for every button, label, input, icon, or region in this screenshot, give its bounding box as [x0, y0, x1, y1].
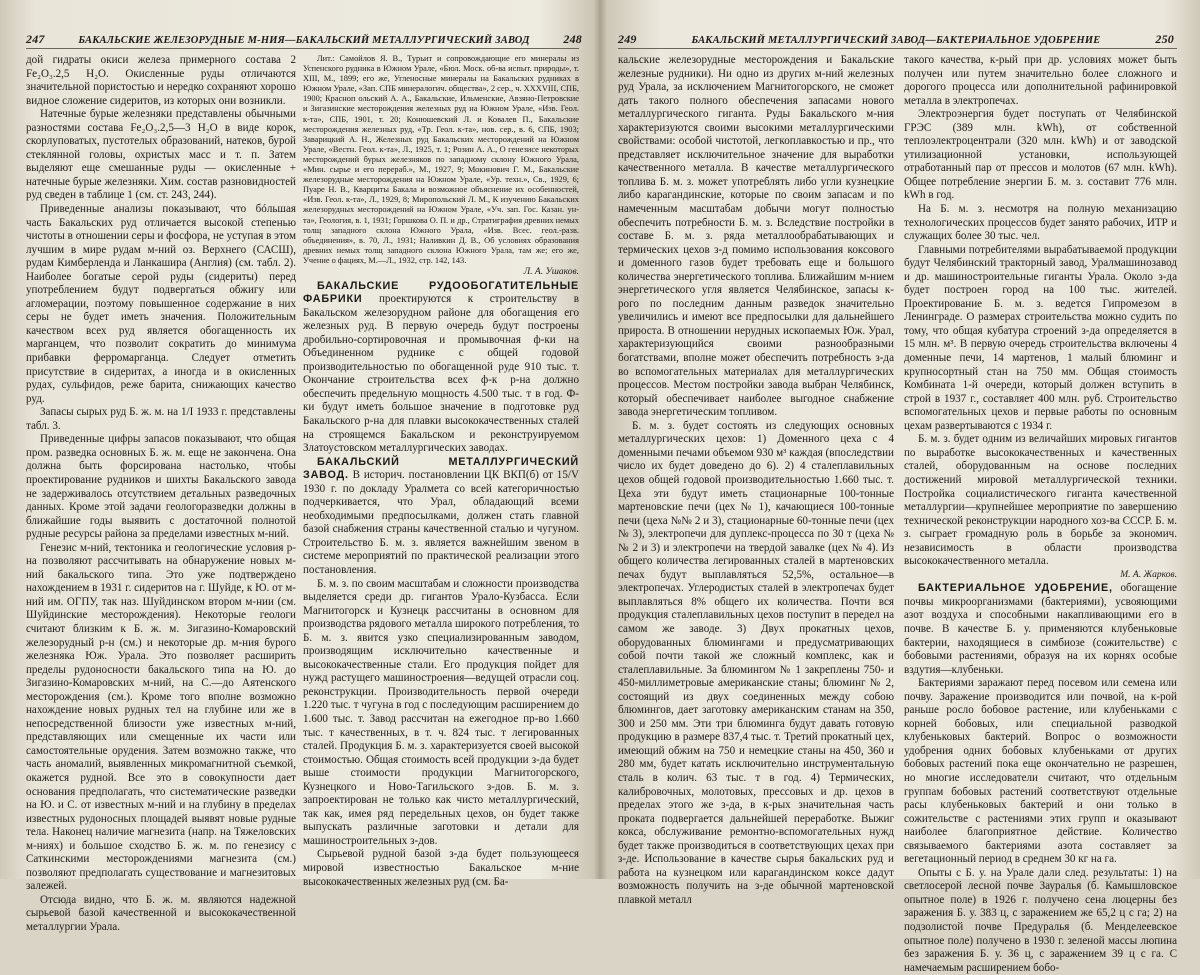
paragraph: Электроэнергия будет поступать от Челябинской ГРЭС (389 млн. kWh), от собственной теплоэлектроцентрали (320 млн. kWh) и от заводской утилизационной установки, использующей отработанный пар от прессов и молотов (67 млн. kWh). Общее потребление энергии Б. м. з. составит 776 млн. kWh в год. [904, 108, 1177, 202]
paragraph: Запасы сырых руд Б. ж. м. на 1/I 1933 г. представлены табл. 3. [26, 406, 296, 432]
left-header-rule [26, 48, 579, 49]
entry-text: В историч. постановлении ЦК ВКП(б) от 15/V 1930 г. по докладу Уралмета со всей категоричностью подчеркивается, что Урал, обладающий всеми необходимыми предпосылками, должен стать главной базой снабжения страны качественной сталью и чугуном. Строительство Б. м. з. является важнейшим звеном в системе мероприятий по практической реализации этого постановления. [303, 469, 579, 576]
right-header-rule [618, 48, 1177, 49]
paragraph: Сырьевой рудной базой з-да будет пользующееся мировой известностью Бакальское м-ние высококачественных железных руд (см. Ба- [303, 848, 579, 888]
left-page [0, 0, 600, 933]
paragraph: Натечные бурые железняки представлены обычными разностями состава Fe₂O₃.2,5—3 H₂O в виде корок, скорлуповатых, пустотелых образований, натеков, бурой стеклянной головы, охристых масс и т. п. Затем выделяют еще смешанные руды — окисленные + натечные бурые железняки. Хим. состав разновидностей руд сведен в таблице 1 (см. ст. 243, 244). [26, 108, 296, 202]
paragraph: такого качества, к-рый при др. условиях может быть получен или путем значительно более сложного и дорогого процесса или дополнительной рафинировкой металла в электропечах. [904, 54, 1177, 107]
paragraph: Главными потребителями вырабатываемой продукции будут Челябинский тракторный завод, Уралмашинозавод и др. машиностроительные гиганты Урала. Около з-да будет построен город на 100 тыс. жителей. Проектирование Б. м. з. ведется Гипромезом в Ленинграде. О размерах строительства можно судить по тому, что общая кубатура строений з-да определяется в 15 млн. м³. В первую очередь строительства включены 4 доменные печи, 14 мартенов, 1 малый блюминг и крупносортный стан на 750 мм. Общая стоимость Комбината 1-й очереди, который должен вступить в строй в 1937 г., составляет 400 млн. руб. Строительство вспомогательных цехов и первые работы по основным цехам развертываются с 1934 г. [904, 243, 1177, 432]
paragraph: Генезис м-ний, тектоника и геологические условия р-на позволяют рассчитывать на обнаружение новых м-ний бакальского типа. Это уже подтверждено нахождением в 1931 г. сидеритов на г. Шуйде, к Ю. от м-ний им. ОГПУ, так наз. Шуйдинском втором м-нии (см. Шуйдинские месторождения). Некоторые геологи считают близким к Б. ж. м. Зигазино-Комаровский железорудный р-н (см.) и некоторые др. м-ния бурого железняка Юж. Урала. Это позволяет расширить пределы рудоносности бакальского типа на Ю. до Зигазино-Комаровских м-ний, на С.—до Аятенского месторождения (см.). Кроме того вполне возможно нахождение новых рудных тел на глубине или же в непосредственной близости уже известных м-ний, представляющих или смещенные их части или самостоятельные орудения. Затем возможно также, что часть аномалий, выявленных микромагнитной съемкой, окажется рудной. Все это в совокупности дает основания предполагать, что систематические разведки на Ю. и С. от известных м-ний и на глубину в пределах известных рудоносных площадей выявят новые рудные тела. Наконец наличие магнезита (напр. на Тяжеловских м-ниях) и большое сходство Б. ж. м. по генезису с Саткинскими месторождениями магнезита (см.) позволяют предполагать существование и магнезитовых залежей. [26, 541, 296, 893]
entry-text: обогащение почвы микроорганизмами (бактериями), усвояющими азот воздуха и способными накапливающими его в почве. В качестве Б. у. применяются клубеньковые бактерии, находящиеся в симбиозе (сожительстве) с бобовыми растениями, образуя на их корнях особые вздутия—клубеньки. [904, 582, 1177, 676]
column-1 [26, 54, 296, 933]
author-signature: Л. А. Ушаков. [523, 266, 579, 277]
entry-paragraph [303, 280, 579, 456]
page-number-250: 250 [1155, 32, 1174, 46]
entry-heading: БАКАЛЬСКИЙ МЕТАЛЛУРГИЧЕСКИЙ ЗАВОД. [303, 455, 579, 482]
right-page [600, 0, 1200, 974]
entry-paragraph [904, 582, 1177, 677]
paragraph: Бактериями заражают перед посевом или семена или почву. Заражение производится или почвой, на к-рой раньше росло бобовое растение, или клубеньками с корней бобовых, или специальной разводкой клубеньковых бактерий. Вопрос о возможности удобрения одних бобовых клубеньками от других бобовых растений пока еще окончательно не разрешен, но многие исследователи считают, что отдельным группам бобовых растений соответствуют отдельные расы клубеньковых бактерий и они только в сожительстве с растениями этих групп и оказывают наиболее благоприятное действие. Количество связываемого бактериями азота составляет за вегетационный период в среднем 30 кг на га. [904, 677, 1177, 866]
left-running-head [26, 32, 582, 47]
paragraph: На Б. м. з. несмотря на полную механизацию технологических процессов будет занято рабочих, ИТР и служащих более 30 тыс. чел. [904, 203, 1177, 243]
entry-text: проектируются к строительству в Бакальском железорудном районе для обогащения его железных руд. В первую очередь будут построены дробильно-сортировочная и промывочная ф-ки на Объединенном руднике с общей годовой производительностью по обогащенной руде 910 тыс. т. Окончание строительства всех ф-к р-на должно обеспечить предельную мощность 4.500 тыс. т в год. Ф-ки будут иметь большое значение в подготовке руд Бакальского р-на для плавки высококачественных сталей на строящемся Бакальском и реконструируемом Златоустовском металлургических заводах. [303, 293, 579, 455]
entry-heading: БАКАЛЬСКИЕ РУДООБОГАТИТЕЛЬНЫЕ ФАБРИКИ [303, 279, 579, 306]
paragraph: дой гидраты окиси железа примерного состава 2 Fe₂O₃.2,5 H₂O. Окисленные руды отличаются значительной пористостью и нередко сохраняют хорошо видное сложение сидеритов, из которых они возникли. [26, 54, 296, 107]
paragraph: Отсюда видно, что Б. ж. м. являются надежной сырьевой базой качественной и высококачественной металлургии Урала. [26, 893, 296, 933]
left-running-title: БАКАЛЬСКИЕ ЖЕЛЕЗОРУДНЫЕ М-НИЯ—БАКАЛЬСКИЙ МЕТАЛЛУРГИЧЕСКИЙ ЗАВОД [78, 35, 530, 46]
column-4 [904, 54, 1177, 974]
entry-paragraph [303, 456, 579, 578]
entry-heading: БАКТЕРИАЛЬНОЕ УДОБРЕНИЕ, [918, 582, 1113, 595]
page-number-249: 249 [618, 32, 637, 46]
column-2 [303, 54, 579, 888]
paragraph: Б. м. з. по своим масштабам и сложности производства выделяется среди др. гигантов Урало-Кузбасса. Если Магнитогорск и Кузнецк рассчитаны в основном для производства рядового металла широкого потребления, то Б. м. з. явится узко специализированным заводом, производящим исключительно качественные и высококачественные стали. Его продукция пойдет для нужд растущего машиностроения—ведущей отрасли соц. реконструкции. Производительность первой очереди 1.220 тыс. т чугуна в год с последующим расширением до 1.600 тыс. т. Завод рассчитан на ежегодное пр-во 1.660 тыс. т качественных, в т. ч. 824 тыс. т легированных сталей. Продукция Б. м. з. характеризуется своей высокой стоимостью. Общая стоимость всей продукции з-да будет выше стоимости продукции Магнитогорского, Кузнецкого и Ново-Тагильского з-дов. Б. м. з. запроектирован не только как чисто металлургический, так как, имея ряд передельных цехов, он будет также выпускать различные заготовки и детали для машиностроительных з-дов. [303, 577, 579, 847]
paragraph: Опыты с Б. у. на Урале дали след. результаты: 1) на светлосерой лесной почве Зауралья (б. Камышловское опытное поле) в 1926 г. получено сена люцерны без заражения Б. у. 383 ц, с заражением же 65,2 ц с га; 2) на подзолистой почве Предуралья (б. Менделеевское опытное поле) получено в 1930 г. зеленой массы люпина без заражения Б. у. 36 ц, с заражением 39 ц с га. С намечаемым расширением бобо- [904, 866, 1177, 974]
right-running-head [618, 32, 1174, 47]
literature-references: Лит.: Самойлов Я. В., Турьит и сопровождающие его минералы из Успенского рудника в Южном Урале, «Бюл. Моск. об-ва испыт. природы», т. XIII, М., 1899; его же, Угленосные минералы на Бакальских рудниках в Южном Урале, «Зап. СПБ минералогич. общества», 2 сер., ч. XXXVIII, СПБ, 1900; Красноп ольский А. А., Бакальские, Ильменские, Авзяно-Петровские и Зигазинские месторождения железных руд на Южном Урале, «Изв. Геол. к-та», СПБ, 1901, т. 20; Конюшевский Л. и Ковалев П., Бакальские месторождения железных руд, «Тр. Геол. к-та», нов. сер., в. 6, СПБ, 1903; Заварицкий А. Н., Железных руд Бакальских месторождений на Южном Урале, «Вестн. Геол. к-та», Л., 1925, т. 1; Розин А. А., О генезисе некоторых месторождений бурых железняков по западному склону Южного Урала, «Мин. сырье и его перераб.», М., 1927, 9; Мокинович Г. М., Бакальские железорудные месторождения на Южном Урале, «Ур. техн.», Св., 1929, 6; Пуаре Н. В., Кварциты Бакала и возможное объяснение их особенностей, «Изв. Геол. к-та», Л., 1929, 8; Миропольский Л. М., К изучению Бакальских железорудных месторождений на Южном Урале, «Уч. зап. Гос. Казан. ун-та», Геология, в. 1, 1931; Горшкова О. П. и др., Стратиграфия древних немых толщ западного склона Южного Урала, «Изв. Всес. геол.-разв. объединения», в. 70, Л., 1931; Наливкин Д. В., Об условиях образования древних немых толщ западного склона Южного Урала, там же; его же, Учение о фациях, М.—Л., 1932, стр. 142, 143. [303, 54, 579, 265]
paragraph: Б. м. з. будет состоять из следующих основных металлургических цехов: 1) Доменного цеха с 4 доменными печами объемом 930 м³ каждая (впоследствии число их будет доведено до 6). 2) 4 сталеплавильных цехов общей годовой производительностью 1.660 тыс. т. Цеха эти будут иметь стационарные 100-тонные мартеновские печи (цех № 1), качающиеся 100-тонные печи (цеха №№ 2 и 3), стационарные 60-тонные печи (цех № 3), электропечи для дуплекс-процесса по 30 т (цеха №№ 2 и 3) и электропечи на твердой завалке (цех № 4). Из общего количества легированных сталей в мартеновских печах будут выплавляться 52,5%, остальное—в электропечах. Углеродистых сталей в электропечах будет выплавляться 8% общего их количества. Почти вся продукция сталеплавильных цехов поступит в передел на самом же заводе. 3) Двух прокатных цехов, оборудованных блюмингами и предусматривающих собой почти такой же сложный комплекс, как и сталеплавильные. За блюмингом № 1 закреплены 750- и 450-миллиметровые американские станы; блюминг № 2, состоящий из двух соединенных между собою блюмингов, дает заготовку американским станам на 350, 300 и 250 мм. Эти три блюминга будут давать готовую продукцию в размере 837,4 тыс. т. Третий прокатный цех, имеющий обжим на 750 и немецкие станы на 450, 360 и 280 мм, будет катать исключительно инструментальную сталь в колич. 63 тыс. т в год. 4) Термических, калибровочных, молотовых, прессовых и др. цехов в пределах этого же з-да, в к-рых значительная часть проката подвергается дальнейшей переработке. Выжиг кокса, обслуживание ремонтно-вспомогательных нужд будет также производиться в соответствующих цехах при з-де. Использование в качестве сырья бакальских руд и работа на кузнецком или карагандинском коксе дадут возможность получить на з-де обычной мартеновской плавкой металл [618, 419, 894, 906]
column-3 [618, 54, 894, 906]
paragraph: Б. м. з. будет одним из величайших мировых гигантов по выработке высококачественных и качественных сталей, оборудованным на основе последних достижений мировой металлургической техники. Постройка социалистического гиганта качественной металлургии—крупнейшее мероприятие по завершению технической реконструкции народного хоз-ва СССР. Б. м. з. сыграет громадную роль в борьбе за экономич. независимость в области производства высококачественного металла. [904, 433, 1177, 568]
right-running-title: БАКАЛЬСКИЙ МЕТАЛЛУРГИЧЕСКИЙ ЗАВОД—БАКТЕРИАЛЬНОЕ УДОБРЕНИЕ [691, 35, 1101, 46]
author-signature: М. А. Жарков. [1120, 569, 1177, 580]
paragraph: Приведенные анализы показывают, что бóльшая часть Бакальских руд отличается высокой степенью чистоты в отношении серы и фосфора, не уступая в этом лучшим в мире рудам м-ний оз. Верхнего (САСШ), рудам Кимберлeнда и Ланкашира (Англия) (см. табл. 2). Наиболее богатые серой руды (сидериты) перед употреблением будут подвергаться обжигу или агломерации, поэтому повышенное содержание в них серы не будет иметь значения. Положительным качеством всех руд является обогащенность их марганцем, что позволит сократить до минимума прибавки ферромарганца. Следует отметить присутствие в сидеритах, а иногда и в окисленных рудах, сульфидов, реже барита, снижающих качество руд. [26, 203, 296, 405]
paragraph: Приведенные цифры запасов показывают, что общая пром. разведка основных Б. ж. м. еще не закончена. Она должна быть форсирована настолько, чтобы проектирование рудников и шихты Бакальского завода не задерживалось отсутствием детальных разведочных данных. Кроме этой задачи геологоразведки должны в ближайшие годы выявить с достаточной полнотой рудные ресурсы района за пределами известных м-ний. [26, 433, 296, 541]
paragraph: кальские железорудные месторождения и Бакальские железные рудники). Ни одно из других м-ний железных руд Урала, за исключением Магнитогорского, не сможет дать такого полного обеспечения запасами нового металлургического гиганта. Руды Бакальского м-ния характеризуются своими высокими металлургическими свойствами: особой чистотой, легкоплавкостью и пр., что представляет исключительное значение для выработки качественного металла. В качестве металлургического топлива Б. м. з. может употреблять либо угли кузнецкие либо карагандинские, которые по своим запасам и по намеченным масштабам добычи могут полностью обеспечить потребности Б. м. з. Вследствие постройки в составе Б. м. з. ряда металлообрабатывающих и термических цехов з-д помимо использования коксового и доменного газов будет требовать еще и большого количества энергетического топлива. Ближайшим м-нием энергетического угля является Челябинское, запасы к-рого по последним данным разведок значительно увеличились и имеют все предпосылки для дальнейшего прироста. В отношении нерудных ископаемых Юж. Урал, характеризующийся своими разнообразными богатствами, вполне может обеспечить потребность з-да во вспомогательных материалах для металлургических процессов. Местом постройки завода выбран Челябинск, который обеспечивает наиболее выгодное снабжение завода энергетическим топливом. [618, 54, 894, 419]
page-number-248: 248 [563, 32, 582, 46]
page-number-247: 247 [26, 32, 45, 46]
